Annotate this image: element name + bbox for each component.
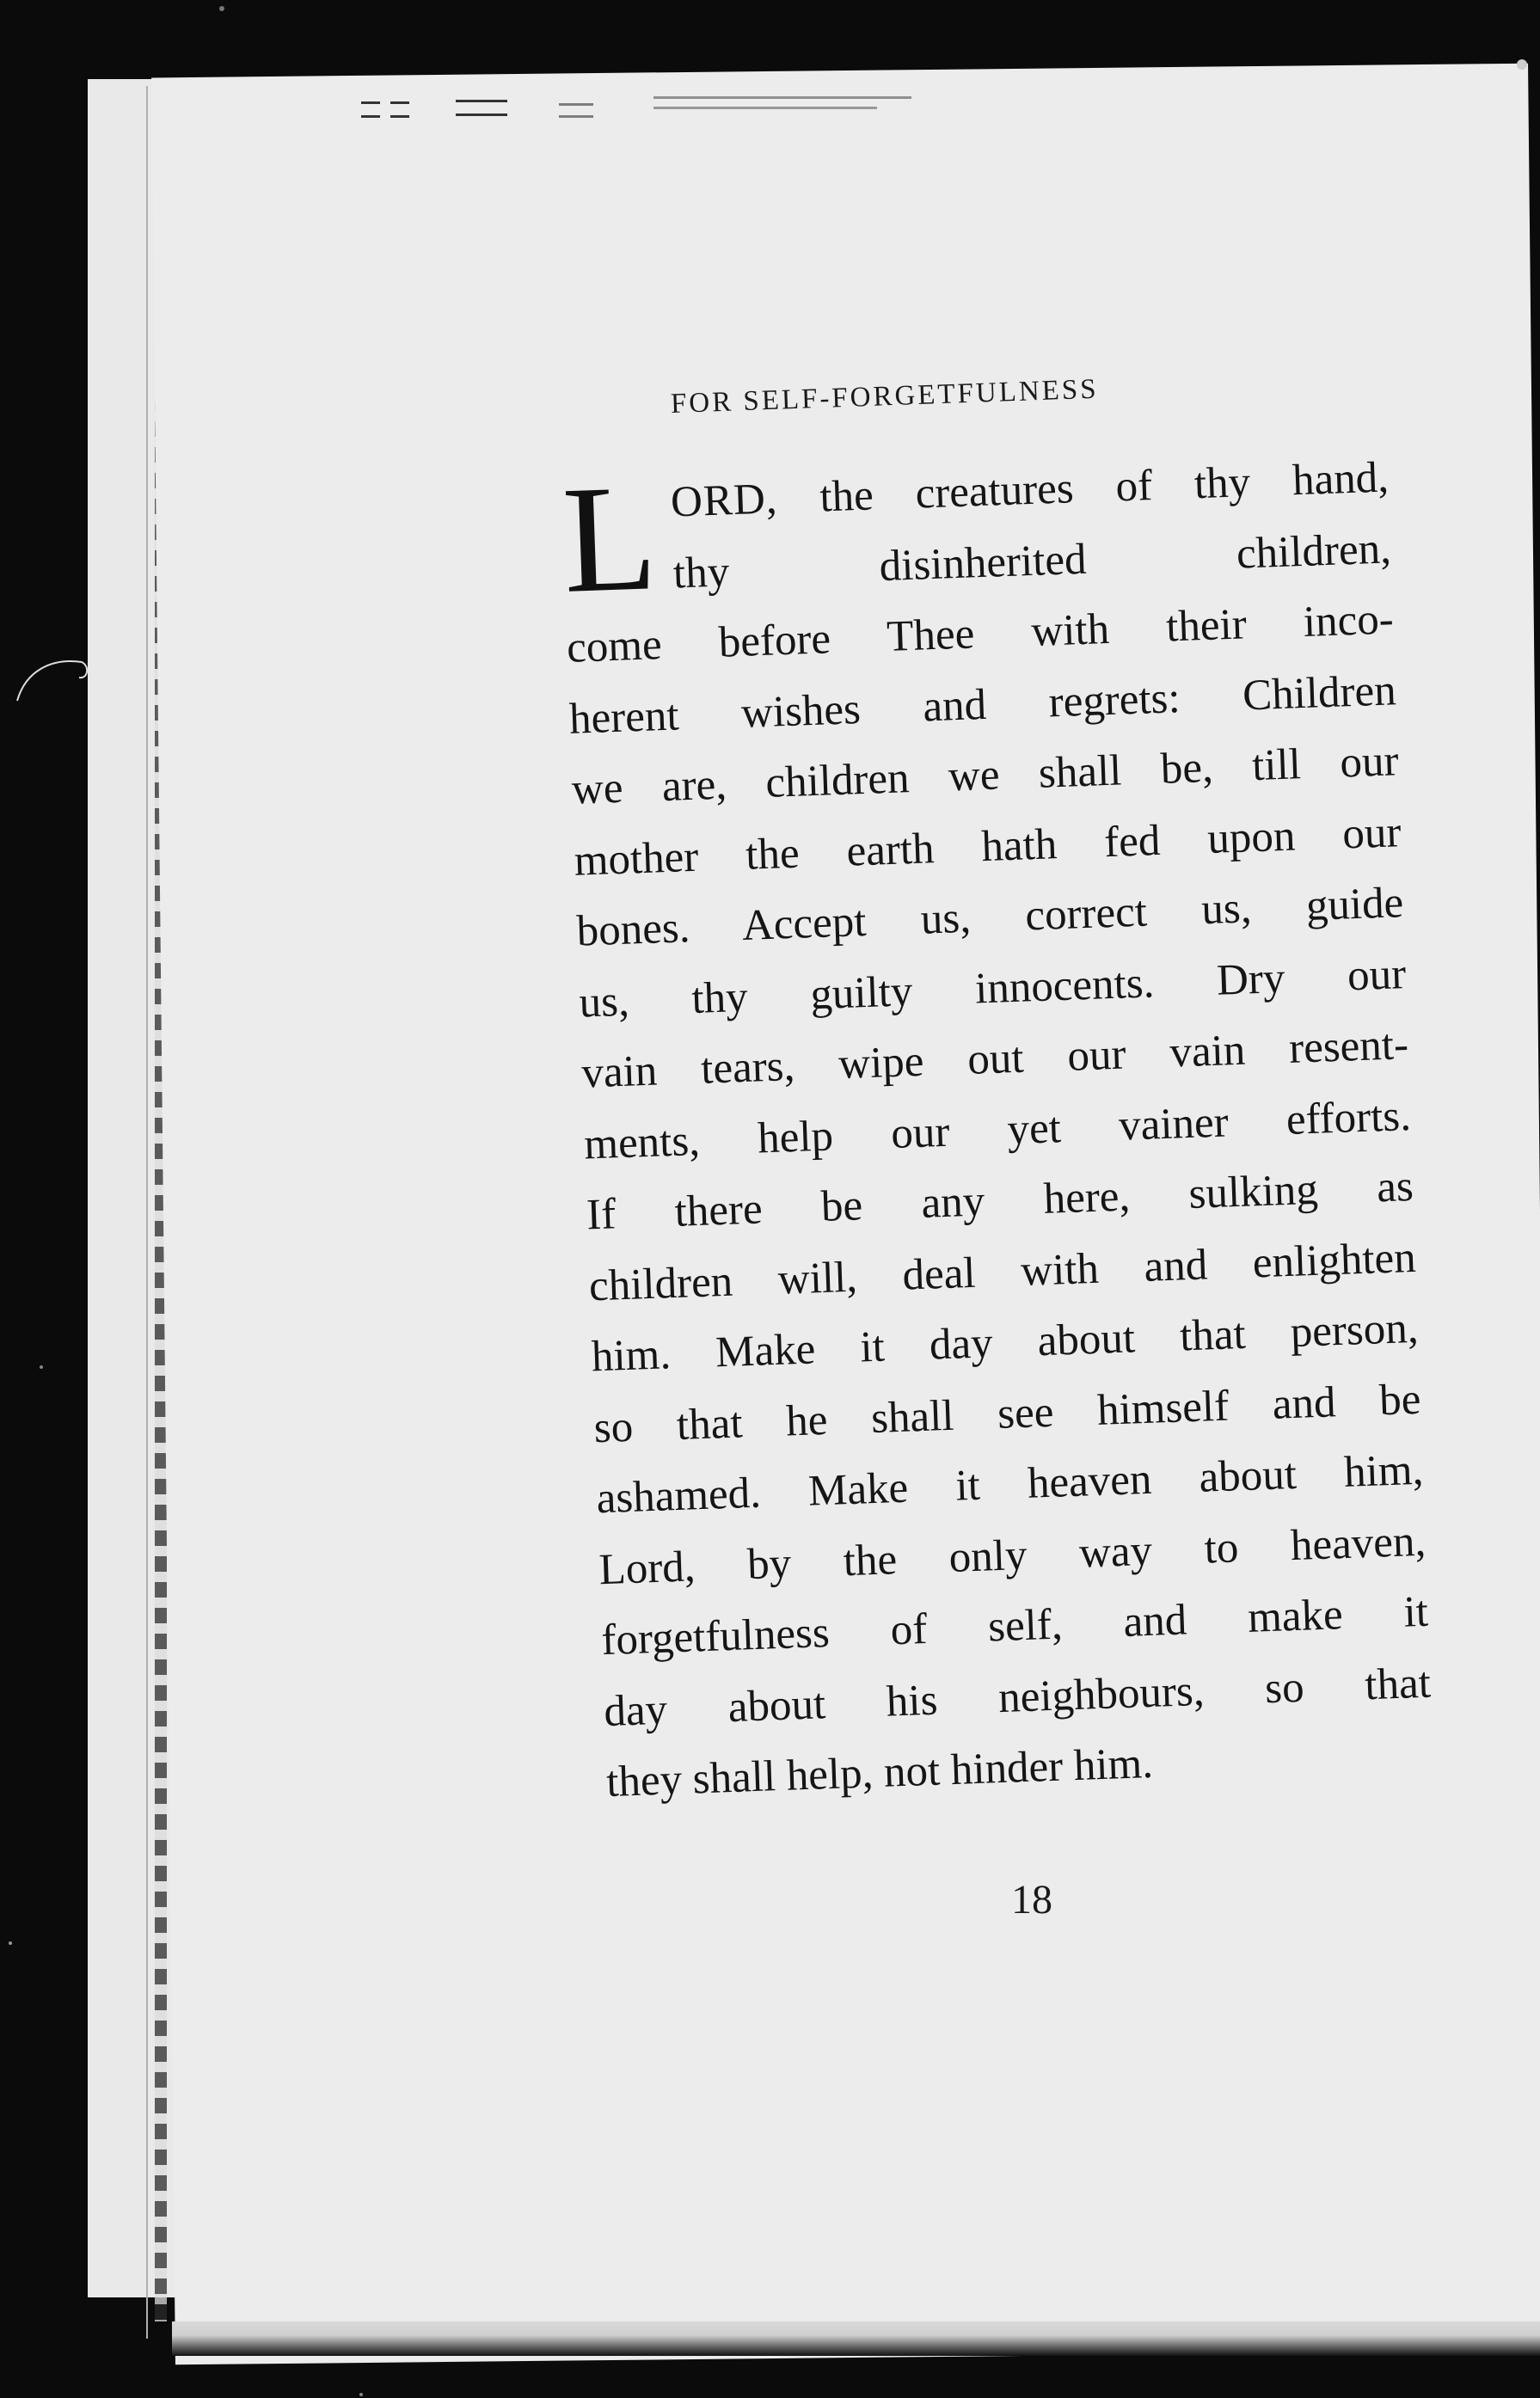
text-line: him. Make it day about that person, (591, 1303, 1420, 1382)
gutter-line (146, 86, 148, 2339)
text-line: herent wishes and regrets: Children (568, 665, 1397, 744)
first-line-rest: the creatures of thy hand, (819, 453, 1390, 522)
speck (219, 6, 224, 11)
text-line: we are, children we shall be, till our (570, 737, 1400, 814)
text-line: thy disinherited children, (672, 524, 1392, 598)
text-line: so that he shall see himself and be (592, 1375, 1422, 1452)
text-line: forgetfulness of self, and make it (600, 1587, 1429, 1665)
text-line: day about his neighbours, so that (603, 1659, 1432, 1736)
show-through-marks (361, 96, 963, 131)
text-line: If there be any here, sulking as (586, 1162, 1414, 1240)
text-line: mother the earth hath fed upon our (573, 807, 1402, 886)
page-number: 18 (1011, 1877, 1052, 1923)
text-line-last: they shall help, not hinder him. (605, 1739, 1154, 1807)
text-line: vain tears, wipe out our vain resent- (580, 1021, 1409, 1098)
margin-squiggle (17, 661, 87, 701)
speck (40, 1365, 43, 1369)
prayer-text (561, 442, 1434, 1818)
drop-cap: L (560, 451, 660, 625)
text-line: bones. Accept us, correct us, guide (575, 879, 1405, 956)
first-word-rest: ORD, (670, 475, 779, 527)
text-line: ashamed. Make it heaven about him, (595, 1445, 1425, 1524)
text-line: Lord, by the only way to heaven, (598, 1517, 1427, 1594)
speck (9, 1941, 12, 1945)
text-line: children will, deal with and enlighten (588, 1233, 1417, 1310)
text-line: ments, help our yet vainer efforts. (583, 1091, 1412, 1169)
text-line: come before Thee with their inco- (566, 595, 1395, 672)
page-bottom-edge (172, 2321, 1540, 2356)
text-line: us, thy guilty innocents. Dry our (578, 949, 1407, 1027)
speck (359, 2393, 363, 2396)
running-head: FOR SELF-FORGETFULNESS (670, 373, 1100, 420)
